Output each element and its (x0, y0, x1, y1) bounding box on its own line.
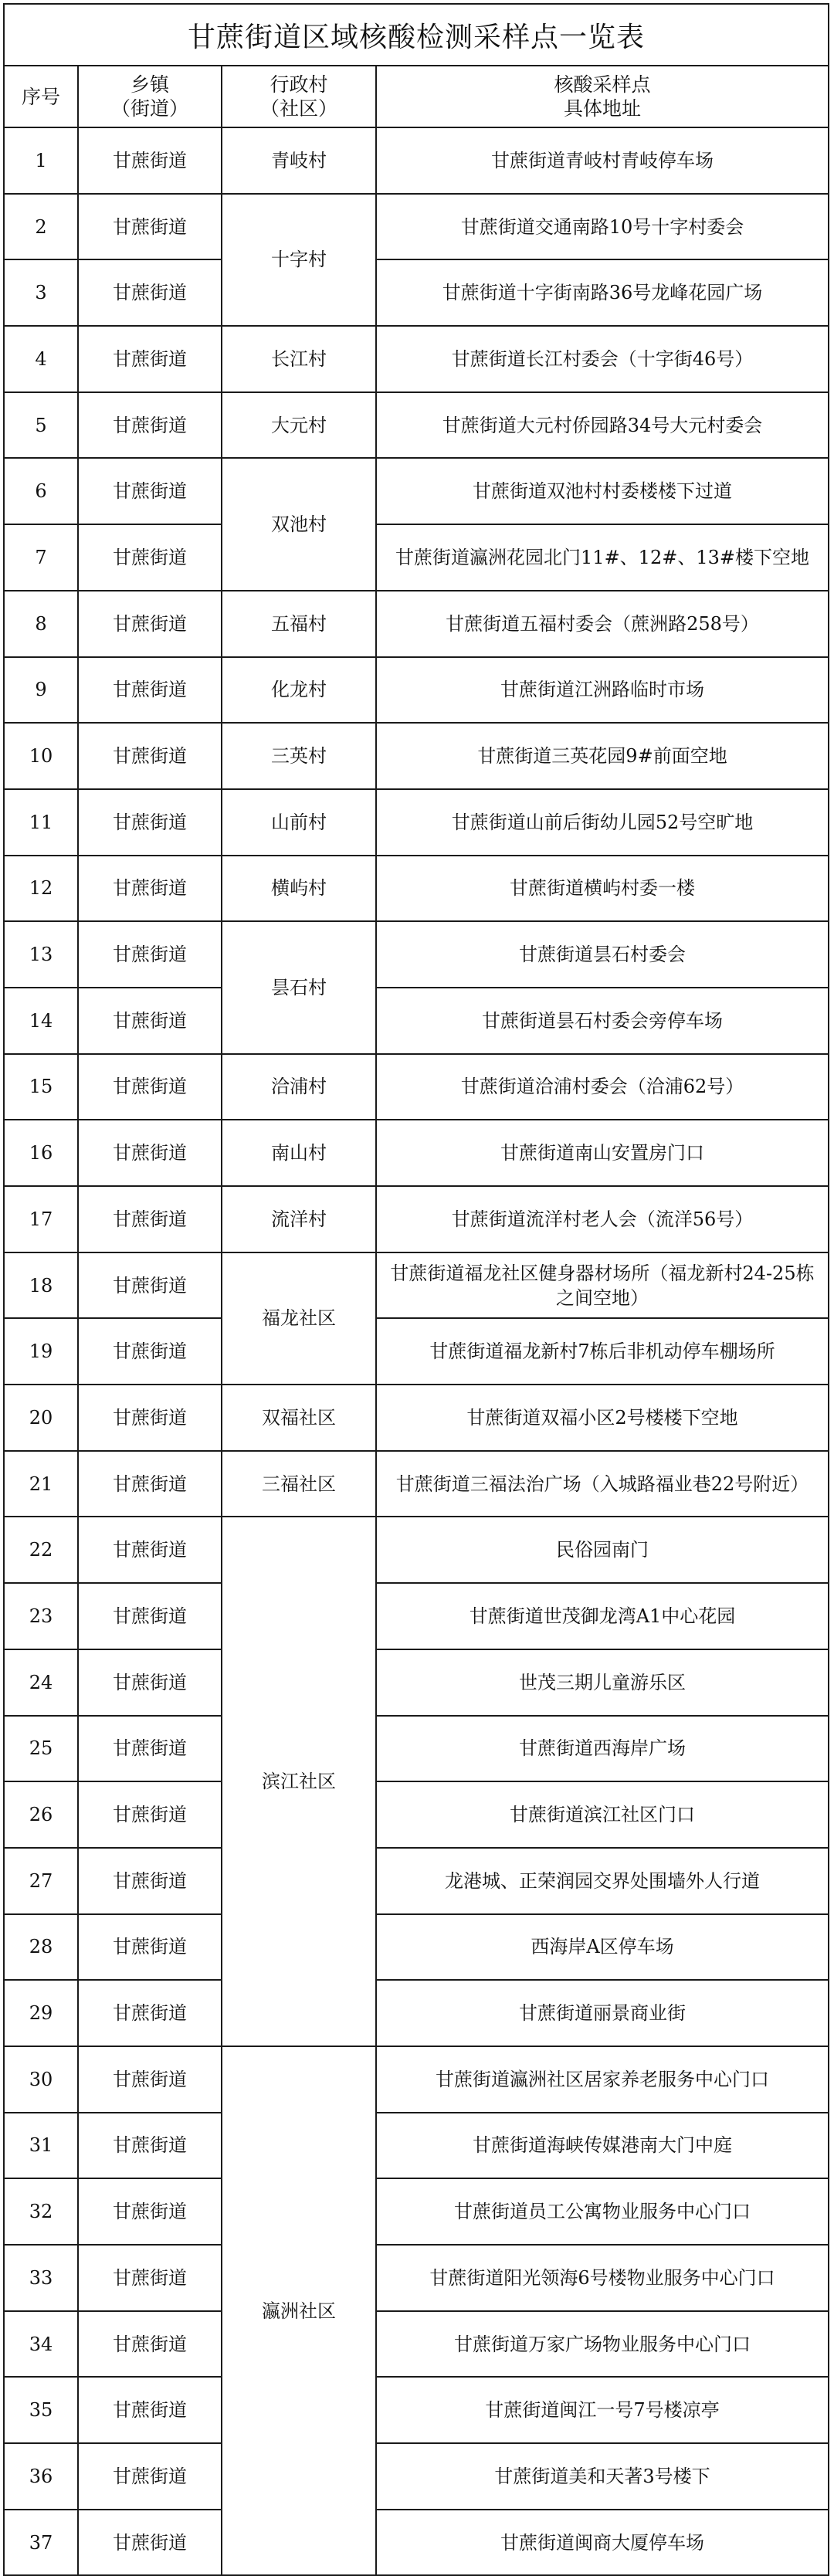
row-address: 甘蔗街道大元村侨园路34号大元村委会 (376, 392, 829, 459)
row-village: 长江村 (222, 326, 376, 392)
row-number: 2 (4, 194, 78, 260)
row-address: 甘蔗街道昙石村委会旁停车场 (376, 988, 829, 1054)
table-row (4, 2178, 829, 2245)
row-address: 甘蔗街道世茂御龙湾A1中心花园 (376, 1583, 829, 1649)
row-address: 甘蔗街道瀛洲社区居家养老服务中心门口 (376, 2046, 829, 2113)
row-address: 西海岸A区停车场 (376, 1914, 829, 1981)
row-address: 甘蔗街道昙石村委会 (376, 921, 829, 988)
row-town: 甘蔗街道 (78, 1318, 222, 1385)
row-number: 29 (4, 1980, 78, 2046)
row-town: 甘蔗街道 (78, 1914, 222, 1981)
row-town: 甘蔗街道 (78, 1385, 222, 1451)
row-address: 甘蔗街道青岐村青岐停车场 (376, 127, 829, 194)
table-title: 甘蔗街道区域核酸检测采样点一览表 (4, 4, 829, 66)
row-number: 1 (4, 127, 78, 194)
row-number: 18 (4, 1252, 78, 1319)
row-number: 26 (4, 1781, 78, 1848)
row-address: 甘蔗街道十字街南路36号龙峰花园广场 (376, 259, 829, 326)
row-number: 8 (4, 591, 78, 657)
row-town: 甘蔗街道 (78, 1781, 222, 1848)
row-town: 甘蔗街道 (78, 2113, 222, 2179)
row-town: 甘蔗街道 (78, 259, 222, 326)
row-village: 昙石村 (222, 921, 376, 1053)
table-row (4, 1716, 829, 1782)
row-number: 36 (4, 2443, 78, 2510)
row-number: 6 (4, 458, 78, 524)
row-town: 甘蔗街道 (78, 1980, 222, 2046)
table-row (4, 1054, 829, 1120)
table-row (4, 2245, 829, 2311)
table-row (4, 789, 829, 856)
row-number: 22 (4, 1517, 78, 1583)
row-address: 甘蔗街道南山安置房门口 (376, 1120, 829, 1186)
table-row (4, 921, 829, 988)
row-number: 32 (4, 2178, 78, 2245)
row-number: 23 (4, 1583, 78, 1649)
row-number: 35 (4, 2377, 78, 2443)
row-town: 甘蔗街道 (78, 1054, 222, 1120)
row-number: 17 (4, 1186, 78, 1252)
row-number: 11 (4, 789, 78, 856)
row-number: 21 (4, 1451, 78, 1517)
row-town: 甘蔗街道 (78, 789, 222, 856)
header-town (78, 66, 222, 127)
row-address: 甘蔗街道三英花园9#前面空地 (376, 723, 829, 789)
table-row (4, 392, 829, 459)
row-town: 甘蔗街道 (78, 2377, 222, 2443)
table-row (4, 723, 829, 789)
row-address: 甘蔗街道交通南路10号十字村委会 (376, 194, 829, 260)
row-town: 甘蔗街道 (78, 194, 222, 260)
row-address: 龙港城、正荣润园交界处围墙外人行道 (376, 1848, 829, 1914)
header-address (376, 66, 829, 127)
row-town: 甘蔗街道 (78, 2510, 222, 2576)
table-row (4, 2443, 829, 2510)
table-row (4, 2510, 829, 2576)
row-address: 甘蔗街道五福村委会（蔗洲路258号） (376, 591, 829, 657)
row-town: 甘蔗街道 (78, 2443, 222, 2510)
row-town: 甘蔗街道 (78, 1186, 222, 1252)
row-number: 12 (4, 856, 78, 922)
title-row (4, 4, 829, 66)
row-address: 甘蔗街道万家广场物业服务中心门口 (376, 2311, 829, 2378)
table-row (4, 524, 829, 591)
row-address: 甘蔗街道瀛洲花园北门11#、12#、13#楼下空地 (376, 524, 829, 591)
row-number: 14 (4, 988, 78, 1054)
table-row (4, 458, 829, 524)
row-town: 甘蔗街道 (78, 988, 222, 1054)
row-address: 甘蔗街道横屿村委一楼 (376, 856, 829, 922)
row-address: 甘蔗街道福龙社区健身器材场所（福龙新村24-25栋之间空地） (376, 1252, 829, 1319)
table-row (4, 1318, 829, 1385)
row-village: 化龙村 (222, 657, 376, 724)
row-village: 山前村 (222, 789, 376, 856)
row-address: 甘蔗街道长江村委会（十字街46号） (376, 326, 829, 392)
row-number: 5 (4, 392, 78, 459)
header-address-line1: 核酸采样点 (554, 73, 651, 96)
table-row (4, 1120, 829, 1186)
row-village: 南山村 (222, 1120, 376, 1186)
row-address: 甘蔗街道闽江一号7号楼凉亭 (376, 2377, 829, 2443)
row-number: 10 (4, 723, 78, 789)
table-row (4, 2113, 829, 2179)
row-address: 甘蔗街道山前后街幼儿园52号空旷地 (376, 789, 829, 856)
row-number: 9 (4, 657, 78, 724)
row-town: 甘蔗街道 (78, 591, 222, 657)
row-town: 甘蔗街道 (78, 2311, 222, 2378)
row-town: 甘蔗街道 (78, 1252, 222, 1319)
row-number: 24 (4, 1649, 78, 1716)
row-village: 洽浦村 (222, 1054, 376, 1120)
header-village (222, 66, 376, 127)
header-address-line2: 具体地址 (564, 97, 642, 120)
table-row (4, 1252, 829, 1319)
row-town: 甘蔗街道 (78, 1848, 222, 1914)
header-village-line1: 行政村 (270, 73, 328, 96)
table-row (4, 591, 829, 657)
row-number: 37 (4, 2510, 78, 2576)
table-row (4, 2311, 829, 2378)
row-address: 民俗园南门 (376, 1517, 829, 1583)
row-number: 28 (4, 1914, 78, 1981)
row-village: 滨江社区 (222, 1517, 376, 2046)
row-village: 横屿村 (222, 856, 376, 922)
row-address: 甘蔗街道江洲路临时市场 (376, 657, 829, 724)
table-row (4, 1848, 829, 1914)
row-village: 双福社区 (222, 1385, 376, 1451)
row-town: 甘蔗街道 (78, 392, 222, 459)
row-town: 甘蔗街道 (78, 856, 222, 922)
row-number: 34 (4, 2311, 78, 2378)
row-address: 甘蔗街道阳光领海6号楼物业服务中心门口 (376, 2245, 829, 2311)
header-row (4, 66, 829, 127)
row-town: 甘蔗街道 (78, 2178, 222, 2245)
row-village: 三福社区 (222, 1451, 376, 1517)
row-address: 甘蔗街道员工公寓物业服务中心门口 (376, 2178, 829, 2245)
table-row (4, 1186, 829, 1252)
row-town: 甘蔗街道 (78, 524, 222, 591)
row-town: 甘蔗街道 (78, 2046, 222, 2113)
table-row (4, 1781, 829, 1848)
row-address: 甘蔗街道西海岸广场 (376, 1716, 829, 1782)
row-number: 15 (4, 1054, 78, 1120)
row-number: 30 (4, 2046, 78, 2113)
row-address: 甘蔗街道丽景商业街 (376, 1980, 829, 2046)
row-town: 甘蔗街道 (78, 1120, 222, 1186)
table-row (4, 988, 829, 1054)
row-address: 甘蔗街道三福法治广场（入城路福业巷22号附近） (376, 1451, 829, 1517)
row-address: 甘蔗街道滨江社区门口 (376, 1781, 829, 1848)
row-address: 甘蔗街道双池村村委楼楼下过道 (376, 458, 829, 524)
row-town: 甘蔗街道 (78, 921, 222, 988)
row-number: 19 (4, 1318, 78, 1385)
row-town: 甘蔗街道 (78, 326, 222, 392)
row-village: 十字村 (222, 194, 376, 326)
row-address: 甘蔗街道闽商大厦停车场 (376, 2510, 829, 2576)
row-town: 甘蔗街道 (78, 127, 222, 194)
row-town: 甘蔗街道 (78, 1451, 222, 1517)
row-number: 4 (4, 326, 78, 392)
row-village: 流洋村 (222, 1186, 376, 1252)
row-number: 31 (4, 2113, 78, 2179)
header-town-line1: 乡镇 (130, 73, 169, 96)
row-village: 双池村 (222, 458, 376, 590)
row-number: 7 (4, 524, 78, 591)
row-number: 25 (4, 1716, 78, 1782)
row-village: 福龙社区 (222, 1252, 376, 1385)
row-number: 3 (4, 259, 78, 326)
header-town-line2: （街道） (110, 97, 188, 120)
row-town: 甘蔗街道 (78, 723, 222, 789)
row-town: 甘蔗街道 (78, 458, 222, 524)
row-village: 大元村 (222, 392, 376, 459)
table-row (4, 856, 829, 922)
table-row (4, 1451, 829, 1517)
row-town: 甘蔗街道 (78, 1649, 222, 1716)
row-town: 甘蔗街道 (78, 1583, 222, 1649)
row-town: 甘蔗街道 (78, 657, 222, 724)
table-row (4, 194, 829, 260)
row-address: 甘蔗街道美和天著3号楼下 (376, 2443, 829, 2510)
row-town: 甘蔗街道 (78, 2245, 222, 2311)
table-row (4, 2377, 829, 2443)
row-address: 甘蔗街道洽浦村委会（洽浦62号） (376, 1054, 829, 1120)
row-address: 甘蔗街道海峡传媒港南大门中庭 (376, 2113, 829, 2179)
row-number: 13 (4, 921, 78, 988)
row-address: 世茂三期儿童游乐区 (376, 1649, 829, 1716)
row-town: 甘蔗街道 (78, 1517, 222, 1583)
table-row (4, 657, 829, 724)
table-row (4, 1649, 829, 1716)
table-row (4, 1583, 829, 1649)
row-number: 33 (4, 2245, 78, 2311)
row-village: 五福村 (222, 591, 376, 657)
row-number: 20 (4, 1385, 78, 1451)
table-row (4, 1914, 829, 1981)
row-address: 甘蔗街道双福小区2号楼楼下空地 (376, 1385, 829, 1451)
row-village: 三英村 (222, 723, 376, 789)
row-number: 27 (4, 1848, 78, 1914)
table-row (4, 2046, 829, 2113)
table-row (4, 127, 829, 194)
table-row (4, 259, 829, 326)
row-town: 甘蔗街道 (78, 1716, 222, 1782)
header-village-line2: （社区） (259, 97, 337, 120)
row-address: 甘蔗街道流洋村老人会（流洋56号） (376, 1186, 829, 1252)
row-address: 甘蔗街道福龙新村7栋后非机动停车棚场所 (376, 1318, 829, 1385)
row-number: 16 (4, 1120, 78, 1186)
row-village: 瀛洲社区 (222, 2046, 376, 2576)
table-row (4, 326, 829, 392)
header-no: 序号 (4, 66, 78, 127)
row-village: 青岐村 (222, 127, 376, 194)
sampling-sites-table (3, 3, 829, 2576)
table-row (4, 1385, 829, 1451)
table-row (4, 1517, 829, 1583)
table-row (4, 1980, 829, 2046)
